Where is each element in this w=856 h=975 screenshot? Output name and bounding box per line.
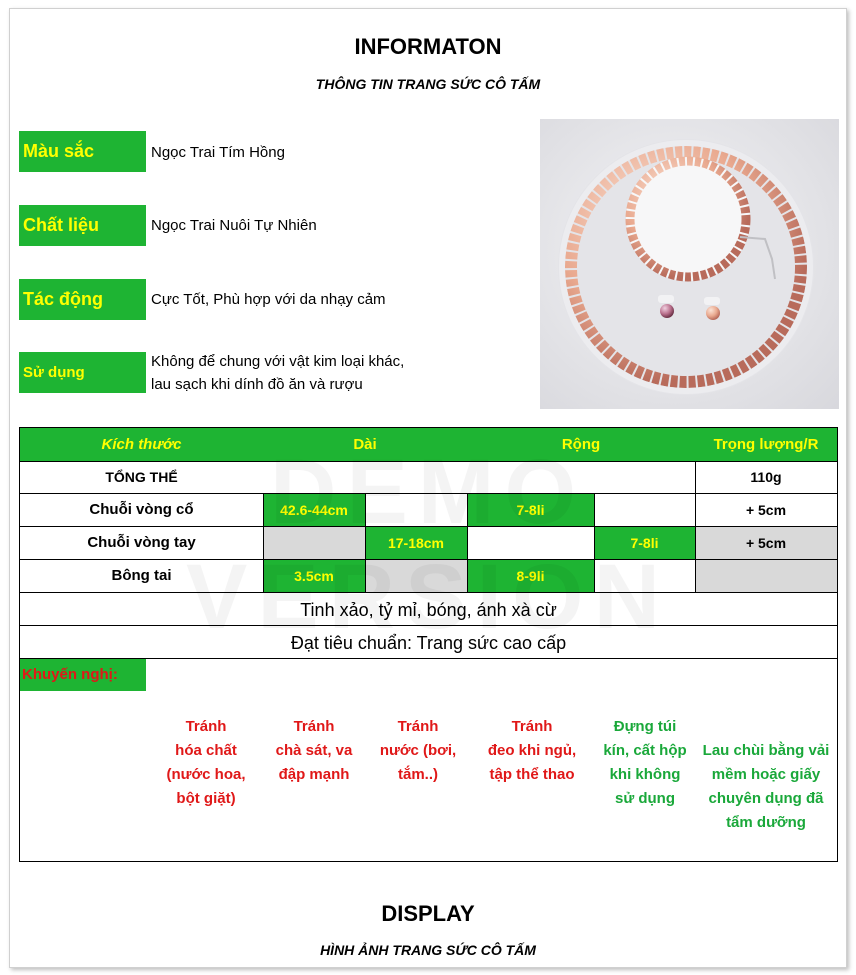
spec-value-effect: Cực Tốt, Phù hợp với da nhạy cảm (151, 291, 386, 308)
spec-value-usage-line1: Không để chung với vật kim loại khác, (151, 353, 405, 370)
spec-label-color: Màu sắc (19, 131, 146, 172)
reco-line: mềm hoặc giấy (711, 766, 821, 783)
spec-value-color: Ngọc Trai Tím Hồng (151, 144, 285, 161)
grid-line (263, 493, 264, 592)
reco-line: đập mạnh (278, 766, 350, 783)
row-necklace-width: 7-8li (467, 493, 594, 526)
reco-line: Đựng túi (613, 718, 677, 735)
reco-line: tập thể thao (489, 766, 575, 783)
row-total-name: TỔNG THỂ (105, 469, 178, 485)
grid-line (20, 493, 837, 494)
reco-line: khi không (609, 766, 681, 783)
reco-line: tắm..) (397, 766, 438, 783)
row-earring-length: 3.5cm (263, 559, 365, 592)
row-necklace-weight: + 5cm (745, 501, 787, 518)
header-length: Dài (353, 436, 377, 453)
spec-value-material: Ngọc Trai Nuôi Tự Nhiên (151, 217, 317, 234)
grid-line (594, 493, 595, 592)
reco-item-water (368, 715, 468, 787)
grid-line (695, 461, 696, 592)
display-subtitle: HÌNH ẢNH TRANG SỨC CÔ TẤM (320, 942, 536, 958)
grid-line (467, 493, 468, 592)
header-size: Kích thước (101, 436, 182, 453)
reco-line: sử dụng (614, 790, 676, 807)
grid-line (365, 493, 366, 592)
product-photo (540, 119, 839, 409)
reco-item-chemicals (156, 715, 256, 811)
reco-item-storage (595, 715, 695, 811)
reco-line: tẩm dưỡng (726, 814, 806, 831)
recommendation-label: Khuyến nghị: (22, 666, 118, 683)
reco-line: Tránh (397, 718, 439, 735)
reco-item-sleep (472, 715, 592, 787)
reco-line: (nước hoa, (166, 766, 246, 783)
reco-line: chà sát, va (275, 742, 353, 759)
spec-label-effect: Tác động (19, 279, 146, 320)
display-title: DISPLAY (381, 901, 475, 926)
row-earring-empty-1 (365, 559, 467, 592)
row-bracelet-width: 7-8li (594, 526, 695, 559)
reco-line: hóa chất (175, 742, 237, 759)
reco-line: Lau chùi bằng vải (702, 742, 830, 759)
grid-line (20, 625, 837, 626)
reco-item-impact (264, 715, 364, 787)
row-earring-weight (695, 559, 837, 592)
reco-line: Tránh (293, 718, 335, 735)
quality-line: Tinh xảo, tỷ mỉ, bóng, ánh xà cừ (300, 600, 557, 620)
row-necklace-name: Chuỗi vòng cổ (89, 501, 194, 518)
reco-line: Tránh (511, 718, 553, 735)
row-total-weight: 110g (695, 461, 837, 493)
grid-line (20, 559, 837, 560)
spec-label-material: Chất liệu (19, 205, 146, 246)
reco-line: nước (bơi, (379, 742, 457, 759)
row-bracelet-name: Chuỗi vòng tay (87, 534, 196, 551)
reco-item-cleaning (697, 739, 835, 835)
row-bracelet-empty-1 (263, 526, 365, 559)
reco-line: Tránh (185, 718, 227, 735)
grid-line (20, 592, 837, 593)
row-earring-name: Bông tai (111, 567, 172, 584)
reco-line: chuyên dụng đã (708, 790, 824, 807)
reco-line: kín, cất hộp (603, 742, 687, 759)
header-weight: Trọng lượng/R (713, 436, 819, 453)
spec-value-usage (151, 350, 404, 396)
row-bracelet-length: 17-18cm (365, 526, 467, 559)
size-table (19, 427, 838, 862)
page-title: INFORMATON (354, 34, 502, 59)
reco-line: bột giặt) (176, 790, 236, 807)
row-bracelet-weight: + 5cm (695, 526, 837, 559)
spec-value-usage-line2: lau sạch khi dính đồ ăn và rượu (151, 376, 363, 393)
header-width: Rộng (561, 436, 601, 453)
grid-line (20, 526, 837, 527)
row-necklace-length: 42.6-44cm (263, 493, 365, 526)
reco-line: đeo khi ngủ, (487, 742, 577, 759)
standard-line: Đạt tiêu chuẩn: Trang sức cao cấp (290, 633, 567, 653)
row-earring-width: 8-9li (467, 559, 594, 592)
spec-label-usage: Sử dụng (19, 352, 146, 393)
grid-line (20, 461, 837, 462)
page-subtitle: THÔNG TIN TRANG SỨC CÔ TẤM (315, 76, 541, 92)
